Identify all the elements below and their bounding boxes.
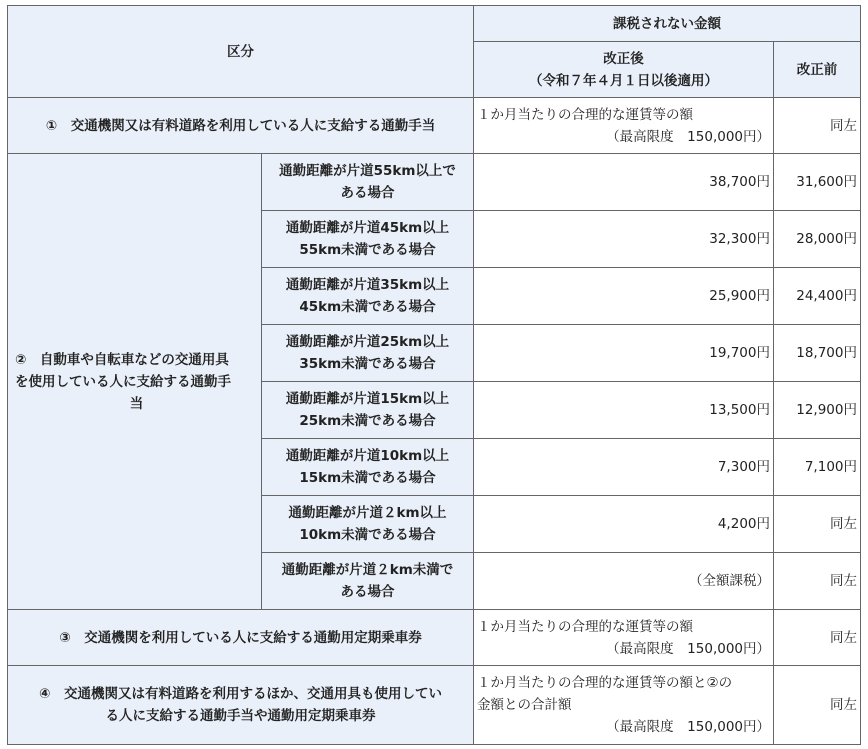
row2-category-line2: を使用している人に支給する通勤手 <box>15 373 231 390</box>
row4-before: 同左 <box>774 666 861 745</box>
row2-category-line3: 当 <box>129 395 144 412</box>
row4-category <box>8 666 474 745</box>
row2-category <box>8 154 262 610</box>
row1-amount-max: （最高限度 150,000円） <box>606 128 770 145</box>
distance-line1: 通勤距離が片道15km以上 <box>285 391 450 407</box>
distance-line1: 通勤距離が片道25km以上 <box>285 334 450 350</box>
distance-line1: 通勤距離が片道55km以上で <box>279 163 456 179</box>
header-non-taxable: 課税されない金額 <box>474 6 861 42</box>
after-amount: 13,500円 <box>474 382 774 439</box>
table-row <box>8 610 861 666</box>
row3-amount-line1: １か月当たりの合理的な運賃等の額 <box>477 618 693 635</box>
distance-cell <box>262 325 474 382</box>
before-amount: 12,900円 <box>774 382 861 439</box>
before-amount: 7,100円 <box>774 439 861 496</box>
row4-amount-line1: １か月当たりの合理的な運賃等の額と②の <box>477 675 733 691</box>
distance-line1: 通勤距離が片道２km以上 <box>288 505 447 521</box>
before-amount: 31,600円 <box>774 154 861 211</box>
row3-amount-max: （最高限度 150,000円） <box>606 640 770 657</box>
row4-category-line1: ④ 交通機関又は有料道路を利用するほか、交通用具も使用してい <box>39 686 442 702</box>
distance-line1: 通勤距離が片道10km以上 <box>285 448 450 464</box>
distance-line1: 通勤距離が片道45km以上 <box>285 220 450 236</box>
row4-category-line2: る人に支給する通勤手当や通勤用定期乗車券 <box>105 708 376 724</box>
before-amount: 28,000円 <box>774 211 861 268</box>
after-amount: 7,300円 <box>474 439 774 496</box>
table-row <box>8 98 861 154</box>
row3-amount <box>474 610 774 666</box>
distance-cell <box>262 439 474 496</box>
after-amount: 19,700円 <box>474 325 774 382</box>
before-amount: 24,400円 <box>774 268 861 325</box>
before-amount: 同左 <box>774 496 861 553</box>
header-before: 改正前 <box>774 42 861 98</box>
header-after-title: 改正後 <box>603 50 644 67</box>
commuting-allowance-table <box>7 5 861 745</box>
row4-amount-line2: 金額との合計額 <box>477 697 572 713</box>
distance-line2: 45km未満である場合 <box>299 299 436 315</box>
distance-cell <box>262 496 474 553</box>
distance-line2: 55km未満である場合 <box>299 242 436 258</box>
distance-line2: 35km未満である場合 <box>299 356 436 372</box>
row4-amount-max: （最高限度 150,000円） <box>606 719 770 735</box>
after-amount: 25,900円 <box>474 268 774 325</box>
after-amount: 4,200円 <box>474 496 774 553</box>
distance-line2: ある場合 <box>340 185 395 201</box>
row3-before: 同左 <box>774 610 861 666</box>
row1-amount-line1: １か月当たりの合理的な運賃等の額 <box>477 106 693 123</box>
distance-line2: 25km未満である場合 <box>299 413 436 429</box>
header-after-subtitle: （令和７年４月１日以後適用） <box>529 72 718 89</box>
distance-cell <box>262 382 474 439</box>
distance-cell <box>262 553 474 610</box>
before-amount: 18,700円 <box>774 325 861 382</box>
row2-category-line1: ② 自動車や自転車などの交通用具 <box>15 351 229 368</box>
header-category: 区分 <box>8 6 474 98</box>
header-after <box>474 42 774 98</box>
row1-before: 同左 <box>774 98 861 154</box>
distance-cell <box>262 154 474 211</box>
distance-line2: ある場合 <box>340 584 395 600</box>
distance-line1: 通勤距離が片道２km未満で <box>281 562 454 578</box>
distance-cell <box>262 211 474 268</box>
table-row <box>8 154 861 211</box>
distance-line2: 15km未満である場合 <box>299 470 436 486</box>
before-amount: 同左 <box>774 553 861 610</box>
after-amount: 32,300円 <box>474 211 774 268</box>
row4-amount <box>474 666 774 745</box>
row1-category: ① 交通機関又は有料道路を利用している人に支給する通勤手当 <box>8 98 474 154</box>
after-amount: （全額課税） <box>474 553 774 610</box>
after-amount: 38,700円 <box>474 154 774 211</box>
distance-cell <box>262 268 474 325</box>
distance-line1: 通勤距離が片道35km以上 <box>285 277 450 293</box>
table-row <box>8 666 861 745</box>
distance-line2: 10km未満である場合 <box>299 527 436 543</box>
row1-amount <box>474 98 774 154</box>
row3-category: ③ 交通機関を利用している人に支給する通勤用定期乗車券 <box>8 610 474 666</box>
